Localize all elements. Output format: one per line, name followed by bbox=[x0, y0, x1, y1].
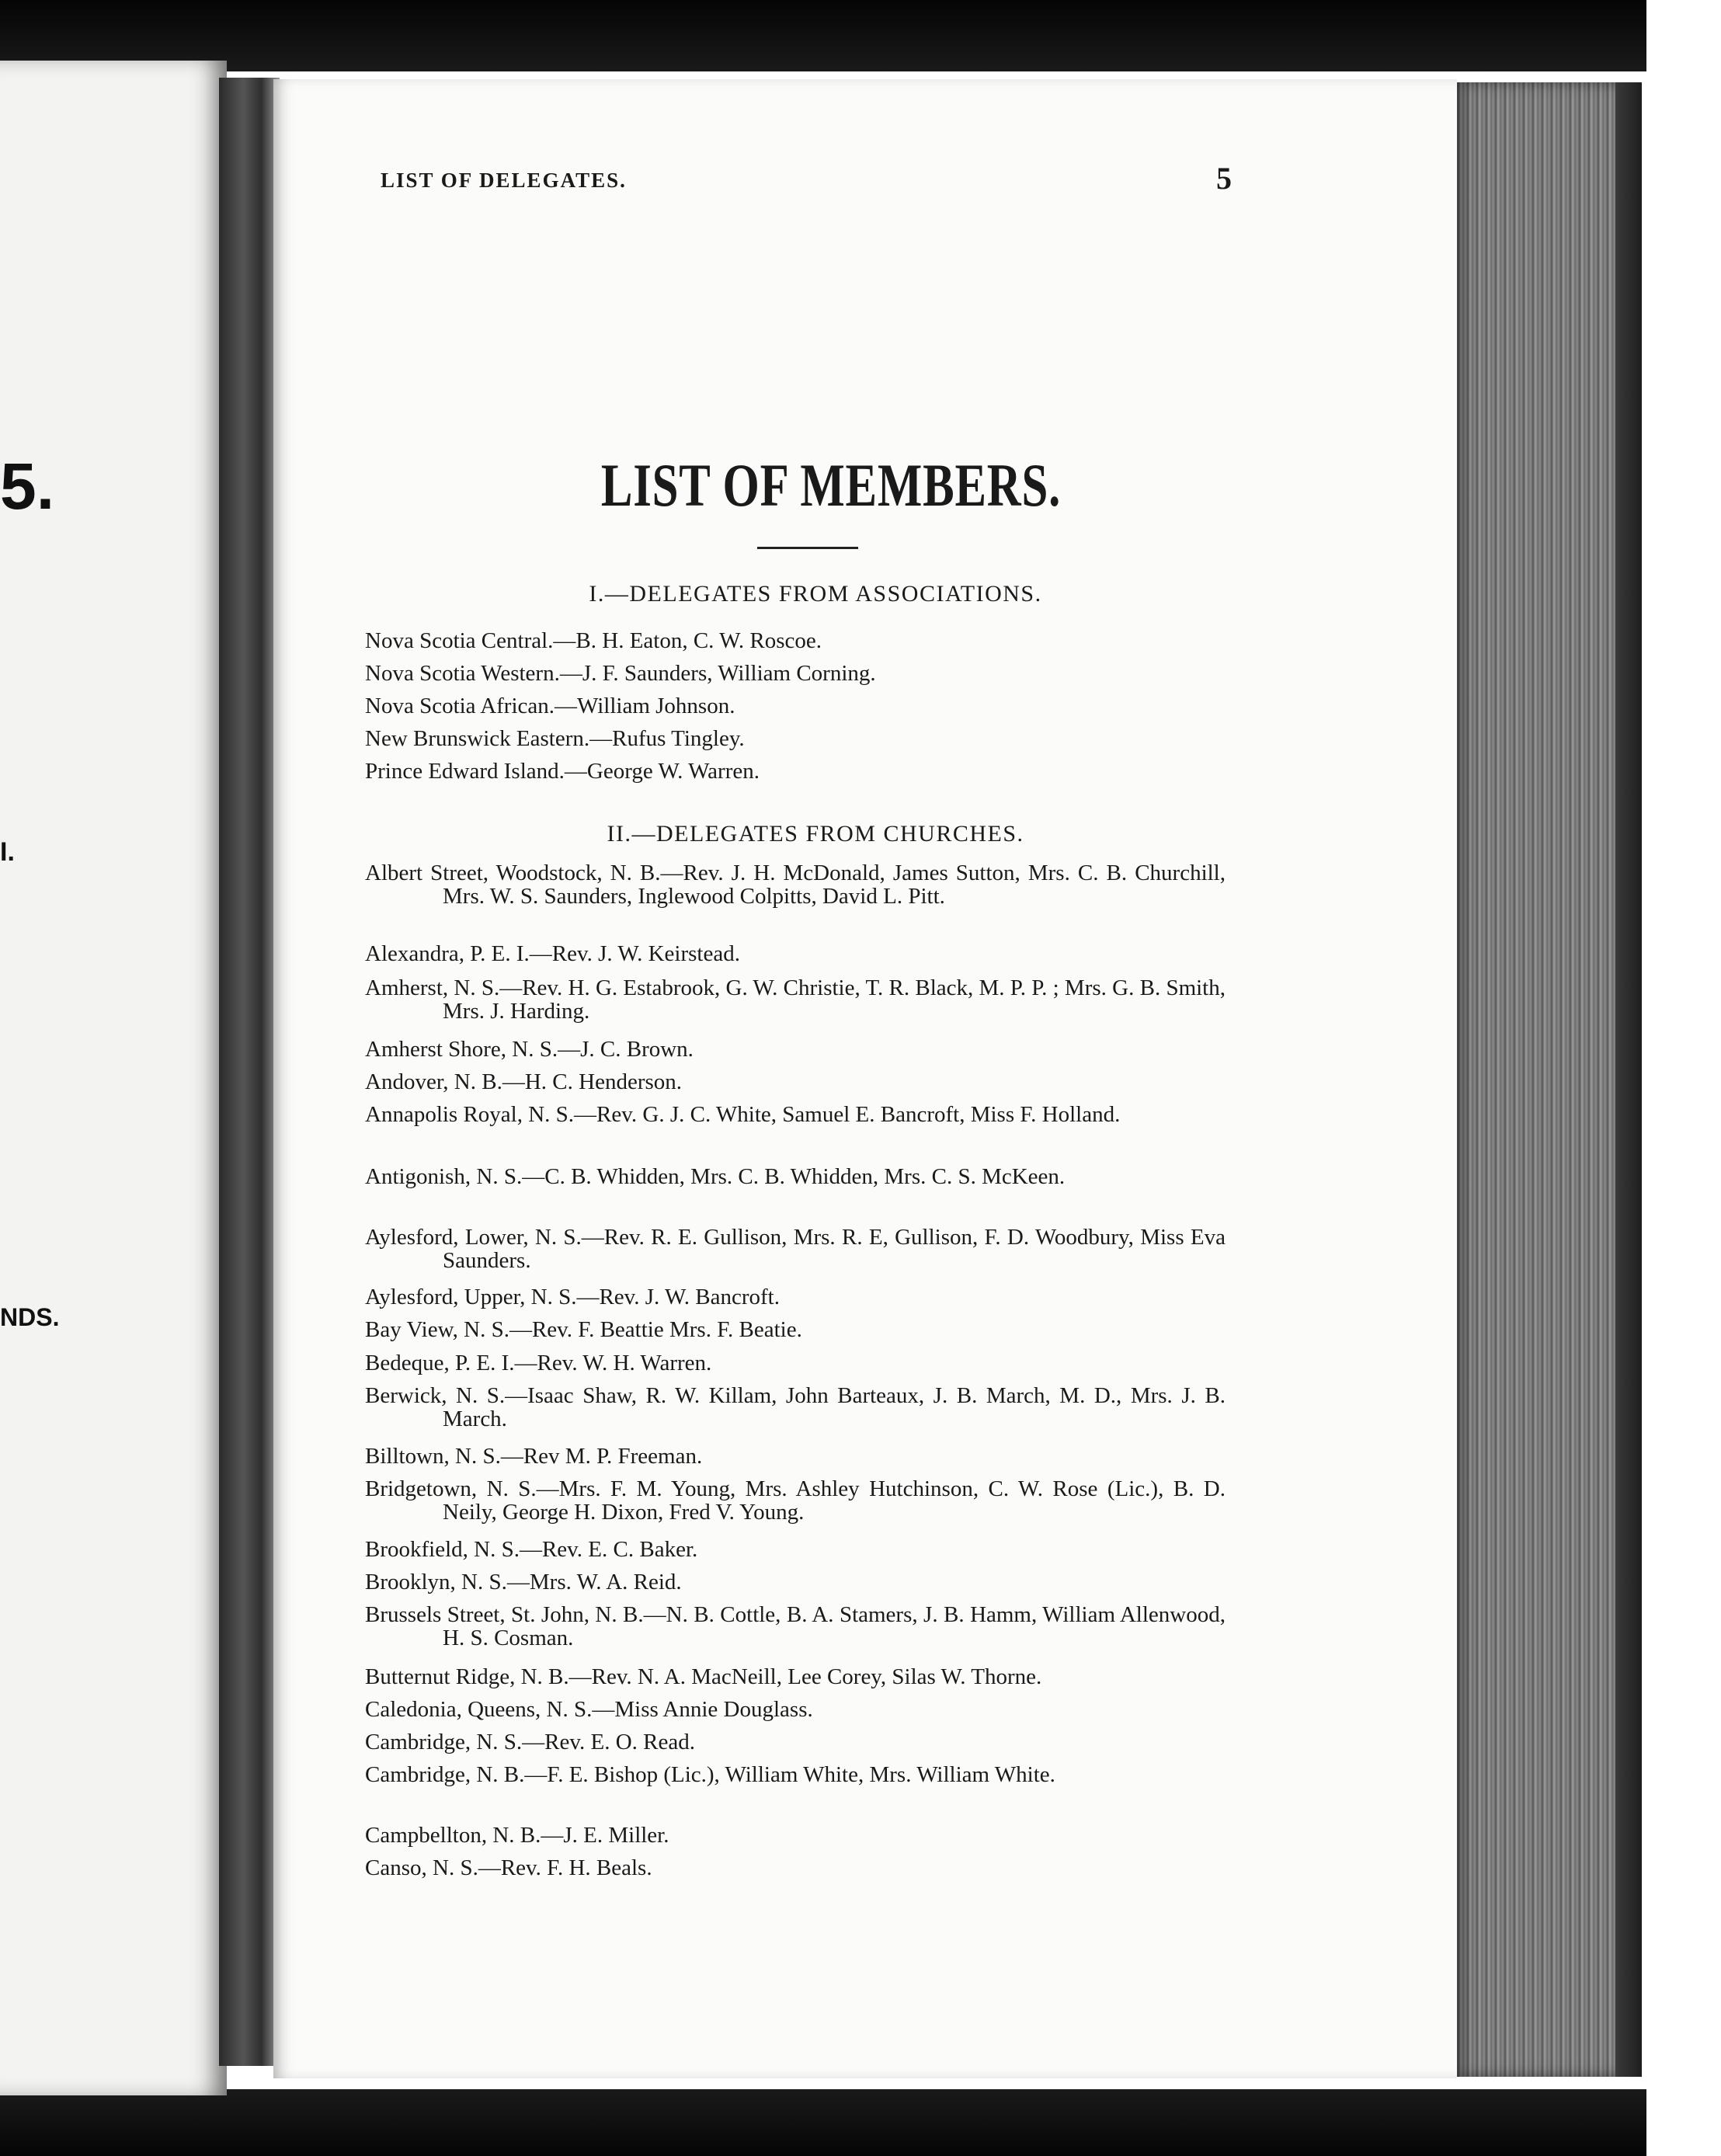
list-item: Campbellton, N. B.—J. E. Miller. bbox=[365, 1823, 669, 1848]
list-item: Cambridge, N. S.—Rev. E. O. Read. bbox=[365, 1730, 696, 1754]
page-number: 5 bbox=[1216, 161, 1232, 196]
list-item: Annapolis Royal, N. S.—Rev. G. J. C. White, Samuel E. Bancroft, Miss F. Holland. bbox=[365, 1102, 1121, 1127]
list-item: Albert Street, Woodstock, N. B.—Rev. J. H. McDonald, James Sutton, Mrs. C. B. Churchill, Mrs. W. S. Saunders, Inglewood Colpitts, David L. Pitt. bbox=[365, 861, 1226, 909]
list-item: Aylesford, Lower, N. S.—Rev. R. E. Gullison, Mrs. R. E, Gullison, F. D. Woodbury, Miss Eva Saunders. bbox=[365, 1225, 1226, 1273]
previous-page-fragment: 5. bbox=[0, 450, 55, 523]
previous-page bbox=[0, 61, 227, 2095]
scanner-frame-top bbox=[0, 0, 1721, 71]
list-item: Berwick, N. S.—Isaac Shaw, R. W. Killam, John Barteaux, J. B. March, M. D., Mrs. J. B. March. bbox=[365, 1383, 1226, 1431]
page-edges bbox=[1454, 82, 1640, 2077]
list-item: Caledonia, Queens, N. S.—Miss Annie Douglass. bbox=[365, 1697, 813, 1722]
running-head: LIST OF DELEGATES. bbox=[381, 169, 627, 192]
previous-page-fragment: NDS. bbox=[0, 1303, 60, 1331]
list-item: Amherst Shore, N. S.—J. C. Brown. bbox=[365, 1037, 694, 1062]
list-item: Billtown, N. S.—Rev M. P. Freeman. bbox=[365, 1444, 703, 1469]
list-item: Alexandra, P. E. I.—Rev. J. W. Keirstead. bbox=[365, 941, 740, 966]
list-item: Bedeque, P. E. I.—Rev. W. H. Warren. bbox=[365, 1351, 712, 1375]
list-item: Brussels Street, St. John, N. B.—N. B. Cottle, B. A. Stamers, J. B. Hamm, William Allenwood, H. S. Cosman. bbox=[365, 1602, 1226, 1650]
section-heading-churches: II.—DELEGATES FROM CHURCHES. bbox=[607, 821, 1024, 847]
book-gutter bbox=[219, 78, 280, 2066]
list-item: Prince Edward Island.—George W. Warren. bbox=[365, 759, 760, 784]
list-item: Nova Scotia Central.—B. H. Eaton, C. W. Roscoe. bbox=[365, 628, 822, 653]
list-item: Aylesford, Upper, N. S.—Rev. J. W. Bancroft. bbox=[365, 1285, 780, 1309]
list-item: Antigonish, N. S.—C. B. Whidden, Mrs. C. B. Whidden, Mrs. C. S. McKeen. bbox=[365, 1164, 1066, 1189]
scanner-frame-right bbox=[1646, 0, 1721, 2156]
list-item: Bridgetown, N. S.—Mrs. F. M. Young, Mrs. Ashley Hutchinson, C. W. Rose (Lic.), B. D. Neily, George H. Dixon, Fred V. Young. bbox=[365, 1476, 1226, 1525]
list-item: Nova Scotia Western.—J. F. Saunders, William Corning. bbox=[365, 661, 876, 686]
page-title: LIST OF MEMBERS. bbox=[600, 451, 1062, 519]
book-cover-edge bbox=[1615, 82, 1642, 2077]
list-item: Cambridge, N. B.—F. E. Bishop (Lic.), William White, Mrs. William White. bbox=[365, 1762, 1055, 1787]
list-item: Andover, N. B.—H. C. Henderson. bbox=[365, 1069, 683, 1094]
list-item: Brooklyn, N. S.—Mrs. W. A. Reid. bbox=[365, 1570, 682, 1594]
list-item: Brookfield, N. S.—Rev. E. C. Baker. bbox=[365, 1537, 698, 1562]
list-item: Canso, N. S.—Rev. F. H. Beals. bbox=[365, 1855, 652, 1880]
scanner-frame-bottom bbox=[0, 2089, 1721, 2156]
list-item: Nova Scotia African.—William Johnson. bbox=[365, 694, 735, 718]
title-rule bbox=[757, 547, 858, 549]
list-item: Butternut Ridge, N. B.—Rev. N. A. MacNeill, Lee Corey, Silas W. Thorne. bbox=[365, 1664, 1042, 1689]
previous-page-fragment: I. bbox=[0, 837, 15, 867]
list-item: Amherst, N. S.—Rev. H. G. Estabrook, G. W. Christie, T. R. Black, M. P. P. ; Mrs. G. B. Smith, Mrs. J. Harding. bbox=[365, 975, 1226, 1024]
section-heading-associations: I.—DELEGATES FROM ASSOCIATIONS. bbox=[589, 581, 1042, 607]
list-item: New Brunswick Eastern.—Rufus Tingley. bbox=[365, 726, 745, 751]
list-item: Bay View, N. S.—Rev. F. Beattie Mrs. F. Beatie. bbox=[365, 1317, 802, 1342]
